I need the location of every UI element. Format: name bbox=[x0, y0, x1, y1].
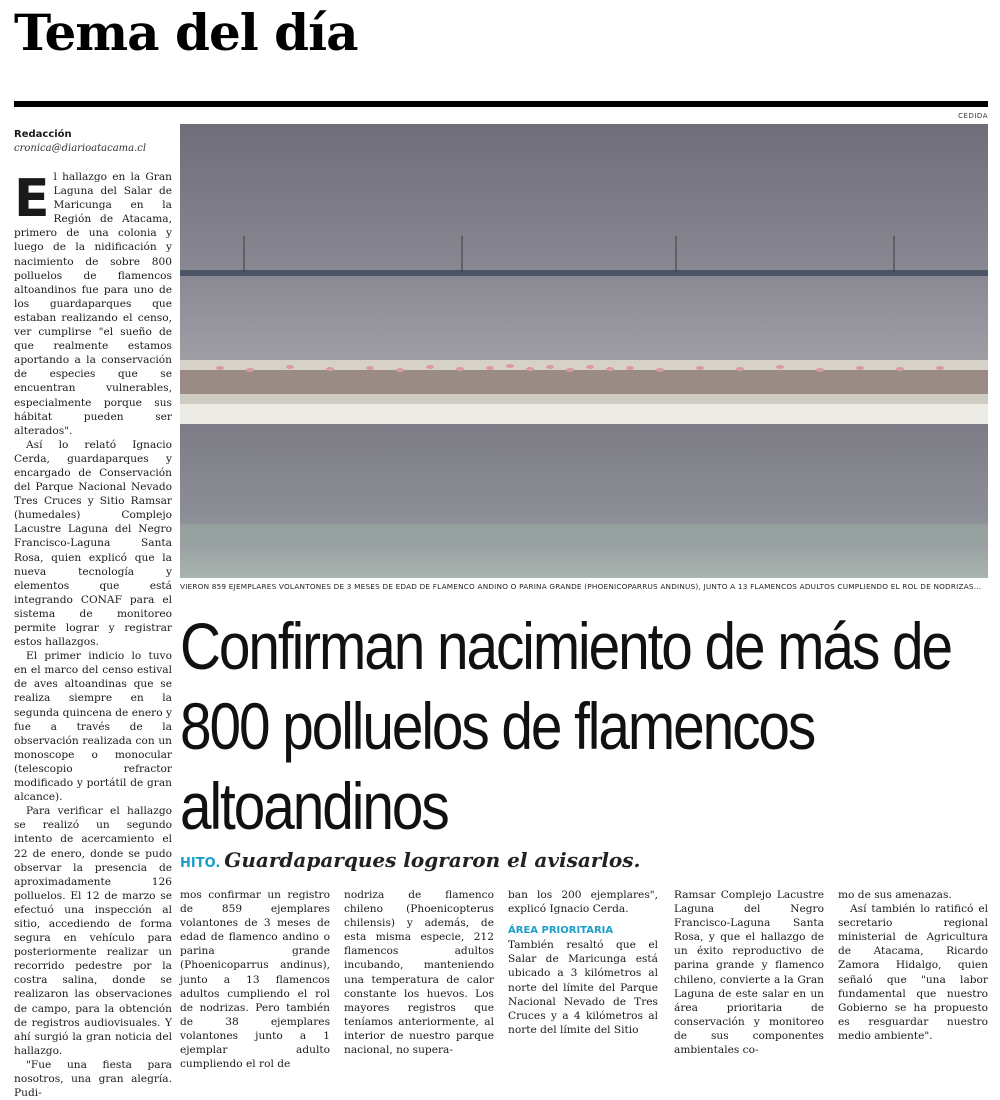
lead-text: l hallazgo en la Gran Laguna del Salar de Maricunga en la Región de Atacama, primero de una colonia y luego de la nidificación y nacimiento de sobre 800 polluelos de flamencos altoandinos fue para uno de los guardaparques que estaban realizando el censo, ver cumplirse "el sueño de que realmente estamos aportando a la conservación de especies que se encuentran vulnerables, especialmente porque sus hábitat pueden ser alterados". bbox=[14, 171, 172, 437]
byline bbox=[14, 128, 174, 156]
deck-text: Guardaparques lograron el avisarlos. bbox=[224, 848, 641, 872]
flamingo-photo-image bbox=[180, 124, 988, 578]
paragraph: "Fue una fiesta para nosotros, una gran alegría. Pudi- bbox=[14, 1058, 172, 1100]
paragraph: Ramsar Complejo Lacustre Laguna del Negro Francisco-Laguna Santa Rosa, y que el hallazgo de un éxito reproductivo de parina grande y flamenco chileno, convierte a la Gran Laguna de este salar en un área prioritaria de conservación y monitoreo de sus componentes ambientales co- bbox=[674, 889, 824, 1057]
headline: Confirman nacimiento de más de 800 polluelos de flamencos altoandinos bbox=[180, 609, 951, 843]
paragraph: Así también lo ratificó el secretario regional ministerial de Agricultura de Atacama, Ricardo Zamora Hidalgo, quien señaló que "una labor fundamental que nuestro Gobierno se ha propuesto es resguardar nuestro medio ambiente". bbox=[838, 903, 988, 1042]
article-column-1 bbox=[14, 170, 172, 1100]
lead-paragraph bbox=[14, 170, 172, 438]
paragraph: Para verificar el hallazgo se realizó un segundo intento de acercamiento el 22 de enero, donde se pudo observar la presencia de aproximadamente 126 polluelos. El 12 de marzo se efectuó una inspección al sitio, accediendo de forma segura en vehículo para posteriormente realizar un recorrido pedestre por la costra salina, donde se realizaron las observaciones de campo, para la obtención de registros audiovisuales. Y ahí surgió la gran noticia del hallazgo. bbox=[14, 805, 172, 1057]
paragraph: nodriza de flamenco chileno (Phoenicopterus chilensis) y además, de esta misma especie, 212 flamencos adultos incubando, manteniendo una temperatura de calor constante los huevos. Los mayores registros que teníamos anteriormente, al interior de nuestro parque nacional, no supera- bbox=[344, 889, 494, 1057]
subhead-area-prioritaria: ÁREA PRIORITARIA bbox=[508, 925, 614, 937]
flamingo-photo bbox=[180, 124, 988, 578]
paragraph: Así lo relató Ignacio Cerda, guardaparques y encargado de Conservación del Parque Nacional Nevado Tres Cruces y Sitio Ramsar (humedales) Complejo Lacustre Laguna del Negro Francisco-Laguna Santa Rosa, quien explicó que la nueva tecnología y elementos que está integrando CONAF para el sistema de monitoreo permite lograr y registrar estos hallazgos. bbox=[14, 438, 172, 649]
dropcap: E bbox=[14, 169, 50, 229]
article-column-3 bbox=[344, 888, 494, 1057]
article-column-4 bbox=[508, 888, 658, 1037]
byline-author: Redacción bbox=[14, 129, 72, 140]
section-title: Tema del día bbox=[14, 3, 358, 62]
paragraph: ban los 200 ejemplares", explicó Ignacio Cerda. bbox=[508, 889, 658, 916]
deck bbox=[180, 848, 641, 872]
article-column-6 bbox=[838, 888, 988, 1043]
paragraph: mos confirmar un registro de 859 ejemplares volantones de 3 meses de edad de flamenco andino o parina grande (Phoenicoparrus andinus), junto a 13 flamencos adultos cumpliendo el rol de nodrizas. Pero también de 38 ejemplares volantones junto a 1 ejemplar adulto cumpliendo el rol de bbox=[180, 889, 330, 1071]
paragraph: El primer indicio lo tuvo en el marco del censo estival de aves altoandinas que se realiza siempre en la segunda quincena de enero y fue a través de la observación realizada con un monoscope o monocular (telescopio refractor modificado y portátil de gran alcance). bbox=[14, 650, 172, 804]
article-column-5 bbox=[674, 888, 824, 1057]
top-rule bbox=[14, 101, 988, 107]
photo-credit: CEDIDA bbox=[958, 112, 988, 120]
article-column-2 bbox=[180, 888, 330, 1071]
photo-caption: VIERON 859 EJEMPLARES VOLANTONES DE 3 MESES DE EDAD DE FLAMENCO ANDINO O PARINA GRANDE (PHOENICOPARRUS ANDINUS), JUNTO A 13 FLAMENCOS ADULTOS CUMPLIENDO EL ROL DE NODRIZAS... bbox=[180, 582, 982, 591]
paragraph: mo de sus amenazas. bbox=[838, 889, 952, 901]
paragraph: También resaltó que el Salar de Maricunga está ubicado a 3 kilómetros al norte del límite del Parque Nacional Nevado de Tres Cruces y a 4 kilómetros al norte del límite del Sitio bbox=[508, 939, 658, 1036]
byline-email[interactable]: cronica@diarioatacama.cl bbox=[14, 143, 147, 154]
deck-label: HITO. bbox=[180, 856, 221, 871]
